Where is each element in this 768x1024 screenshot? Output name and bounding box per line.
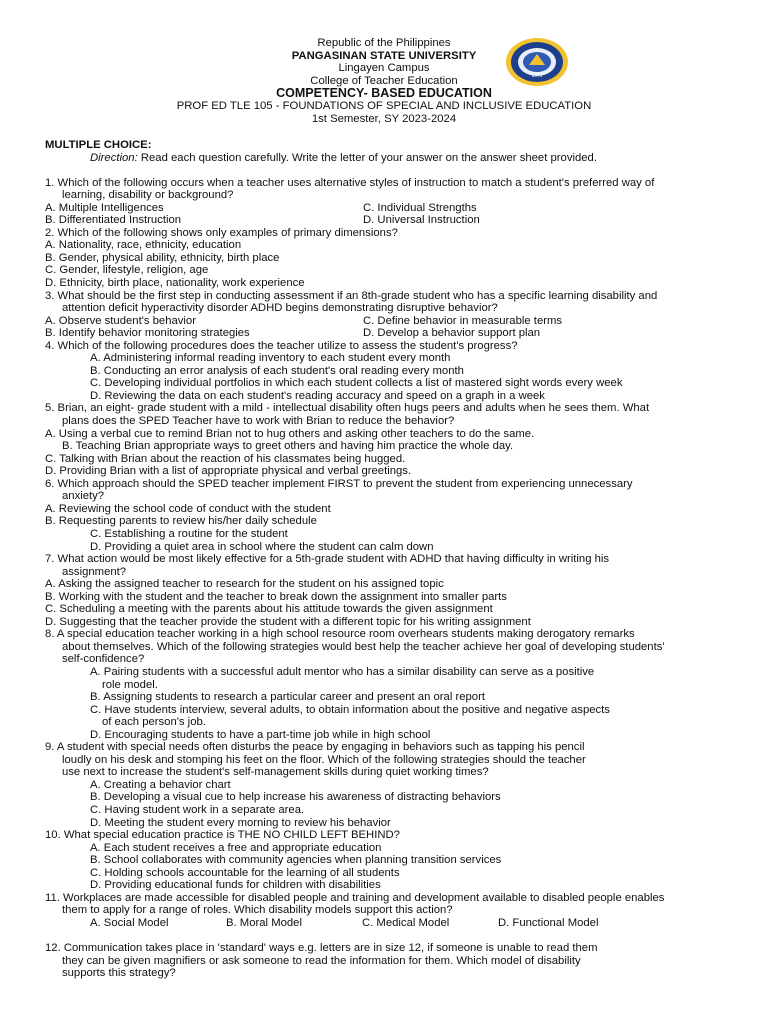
q5-option-b: B. Teaching Brian appropriate ways to greet others and having him practice the whole day. xyxy=(62,440,514,453)
q6-text-cont: anxiety? xyxy=(62,490,105,503)
document-title: COMPETENCY- BASED EDUCATION xyxy=(276,86,492,101)
q8-option-a-cont: role model. xyxy=(102,678,158,691)
q3-text-cont: attention deficit hyperactivity disorder ADHD begins demonstrating disruptive behavior? xyxy=(62,302,498,315)
q12-text-cont2: supports this strategy? xyxy=(62,967,176,980)
q6-option-d: D. Providing a quiet area in school where the student can calm down xyxy=(90,540,434,553)
semester-line: 1st Semester, SY 2023-2024 xyxy=(311,112,457,125)
q1-text: 1. Which of the following occurs when a teacher uses alternative styles of instruction to match a student's preferred way of xyxy=(45,176,655,189)
document-header xyxy=(0,37,768,125)
q6-option-b: B. Requesting parents to review his/her daily schedule xyxy=(45,515,317,528)
q7-option-a: A. Asking the assigned teacher to research for the student on his assigned topic xyxy=(45,578,444,591)
q7-option-b: B. Working with the student and the teacher to break down the assignment into smaller parts xyxy=(45,590,507,603)
q8-option-a: A. Pairing students with a successful adult mentor who has a similar disability can serve as a positive xyxy=(90,665,595,678)
q2-option-c: C. Gender, lifestyle, religion, age xyxy=(45,264,209,277)
q1-options-row2: B. Differentiated Instruction D. Universal Instruction xyxy=(45,214,480,227)
svg-text:1979: 1979 xyxy=(531,73,543,79)
q4-option-a: A. Administering informal reading inventory to each student every month xyxy=(90,352,451,365)
q9-text-cont: loudly on his desk and stomping his feet on the floor. Which of the following strategies should the teacher xyxy=(62,753,586,766)
q5-option-d: D. Providing Brian with a list of appropriate physical and verbal greetings. xyxy=(45,465,412,478)
q4-option-c: C. Developing individual portfolios in which each student collects a list of mastered sight words every week xyxy=(90,377,623,390)
header-country: Republic of the Philippines xyxy=(317,37,451,49)
q10-option-d: D. Providing educational funds for children with disabilities xyxy=(90,879,381,892)
q8-text-cont2: self-confidence? xyxy=(62,653,145,666)
q12-text-cont: they can be given magnifiers or ask someone to read the information for them. Which model of disability xyxy=(62,954,581,967)
q9-option-c: C. Having student work in a separate area. xyxy=(90,803,305,816)
q6-option-a: A. Reviewing the school code of conduct with the student xyxy=(45,502,331,515)
q11-text: 11. Workplaces are made accessible for disabled people and training and development available to disabled people enables xyxy=(45,891,665,904)
q11-options: A. Social Model B. Moral Model C. Medical Model D. Functional Model xyxy=(90,916,599,929)
q4-text: 4. Which of the following procedures does the teacher utilize to assess the student's progress? xyxy=(45,339,518,352)
q9-text-cont2: use next to increase the student's self-management skills during quiet working times? xyxy=(62,766,489,779)
q10-option-a: A. Each student receives a free and appropriate education xyxy=(90,841,382,854)
q10-option-c: C. Holding schools accountable for the learning of all students xyxy=(90,866,400,879)
q2-option-b: B. Gender, physical ability, ethnicity, birth place xyxy=(45,251,280,264)
q7-option-d: D. Suggesting that the teacher provide the student with a different topic for his writing assignment xyxy=(45,615,531,628)
q9-option-b: B. Developing a visual cue to help increase his awareness of distracting behaviors xyxy=(90,791,501,804)
q10-text: 10. What special education practice is THE NO CHILD LEFT BEHIND? xyxy=(45,829,400,842)
university-seal-logo xyxy=(505,37,569,87)
section-heading: MULTIPLE CHOICE: xyxy=(45,139,152,151)
q1-text-cont: learning, disability or background? xyxy=(62,189,234,202)
header-college: College of Teacher Education xyxy=(310,74,458,87)
q5-text-cont: plans does the SPED Teacher have to work with Brian to reduce the behavior? xyxy=(62,415,455,428)
q4-option-d: D. Reviewing the data on each student's reading accuracy and speed on a graph in a week xyxy=(90,389,545,402)
q11-text-cont: them to apply for a range of roles. Which disability models support this action? xyxy=(62,904,453,917)
q7-text-cont: assignment? xyxy=(62,565,127,578)
q9-option-a: A. Creating a behavior chart xyxy=(90,778,231,791)
header-campus: Lingayen Campus xyxy=(338,62,430,75)
q3-text: 3. What should be the first step in conducting assessment if an 8th-grade student who has a specific learning disability and xyxy=(45,289,658,302)
q8-option-d: D. Encouraging students to have a part-time job while in high school xyxy=(90,728,431,741)
q5-text: 5. Brian, an eight- grade student with a mild - intellectual disability often hugs peers and adults when he sees them. What xyxy=(45,402,650,415)
q8-option-c-cont: of each person's job. xyxy=(102,716,206,729)
direction: Direction: Read each question carefully. Write the letter of your answer on the answer sheet provided. xyxy=(90,151,597,164)
q6-option-c: C. Establishing a routine for the student xyxy=(90,527,288,540)
q9-text: 9. A student with special needs often disturbs the peace by engaging in behaviors such as tapping his pencil xyxy=(45,741,585,754)
q2-text: 2. Which of the following shows only examples of primary dimensions? xyxy=(45,226,398,239)
q2-option-d: D. Ethnicity, birth place, nationality, work experience xyxy=(45,277,305,290)
q10-option-b: B. School collaborates with community agencies when planning transition services xyxy=(90,854,502,867)
q8-text-cont: about themselves. Which of the following strategies would best help the teacher achieve her goal of developing students' xyxy=(62,640,665,653)
q12-text: 12. Communication takes place in 'standard' ways e.g. letters are in size 12, if someone is unable to read them xyxy=(45,942,598,954)
q7-option-c: C. Scheduling a meeting with the parents about his attitude towards the given assignment xyxy=(45,603,493,616)
q5-option-a: A. Using a verbal cue to remind Brian not to hug others and asking other teachers to do the same. xyxy=(45,427,535,440)
q7-text: 7. What action would be most likely effective for a 5th-grade student with ADHD that having difficulty in writing his xyxy=(45,553,610,566)
exam-body xyxy=(45,139,725,980)
header-university: PANGASINAN STATE UNIVERSITY xyxy=(291,49,477,62)
q6-text: 6. Which approach should the SPED teacher implement FIRST to prevent the student from experiencing unnecessary xyxy=(45,477,633,490)
q8-option-c: C. Have students interview, several adults, to obtain information about the positive and negative aspects xyxy=(90,703,610,716)
q5-option-c: C. Talking with Brian about the reaction of his classmates being hugged. xyxy=(45,452,406,465)
course-title: PROF ED TLE 105 - FOUNDATIONS OF SPECIAL AND INCLUSIVE EDUCATION xyxy=(176,99,592,112)
q2-option-a: A. Nationality, race, ethnicity, education xyxy=(45,239,242,252)
q4-option-b: B. Conducting an error analysis of each student's oral reading every month xyxy=(90,364,464,377)
q3-options-row2: B. Identify behavior monitoring strategies D. Develop a behavior support plan xyxy=(45,327,541,340)
q3-options-row1: A. Observe student's behavior C. Define behavior in measurable terms xyxy=(45,314,563,327)
q8-option-b: B. Assigning students to research a particular career and present an oral report xyxy=(90,691,485,704)
q9-option-d: D. Meeting the student every morning to review his behavior xyxy=(90,816,391,829)
q1-options-row1: A. Multiple Intelligences C. Individual Strengths xyxy=(45,201,477,214)
q8-text: 8. A special education teacher working in a high school resource room overhears students making derogatory remarks xyxy=(45,628,635,641)
